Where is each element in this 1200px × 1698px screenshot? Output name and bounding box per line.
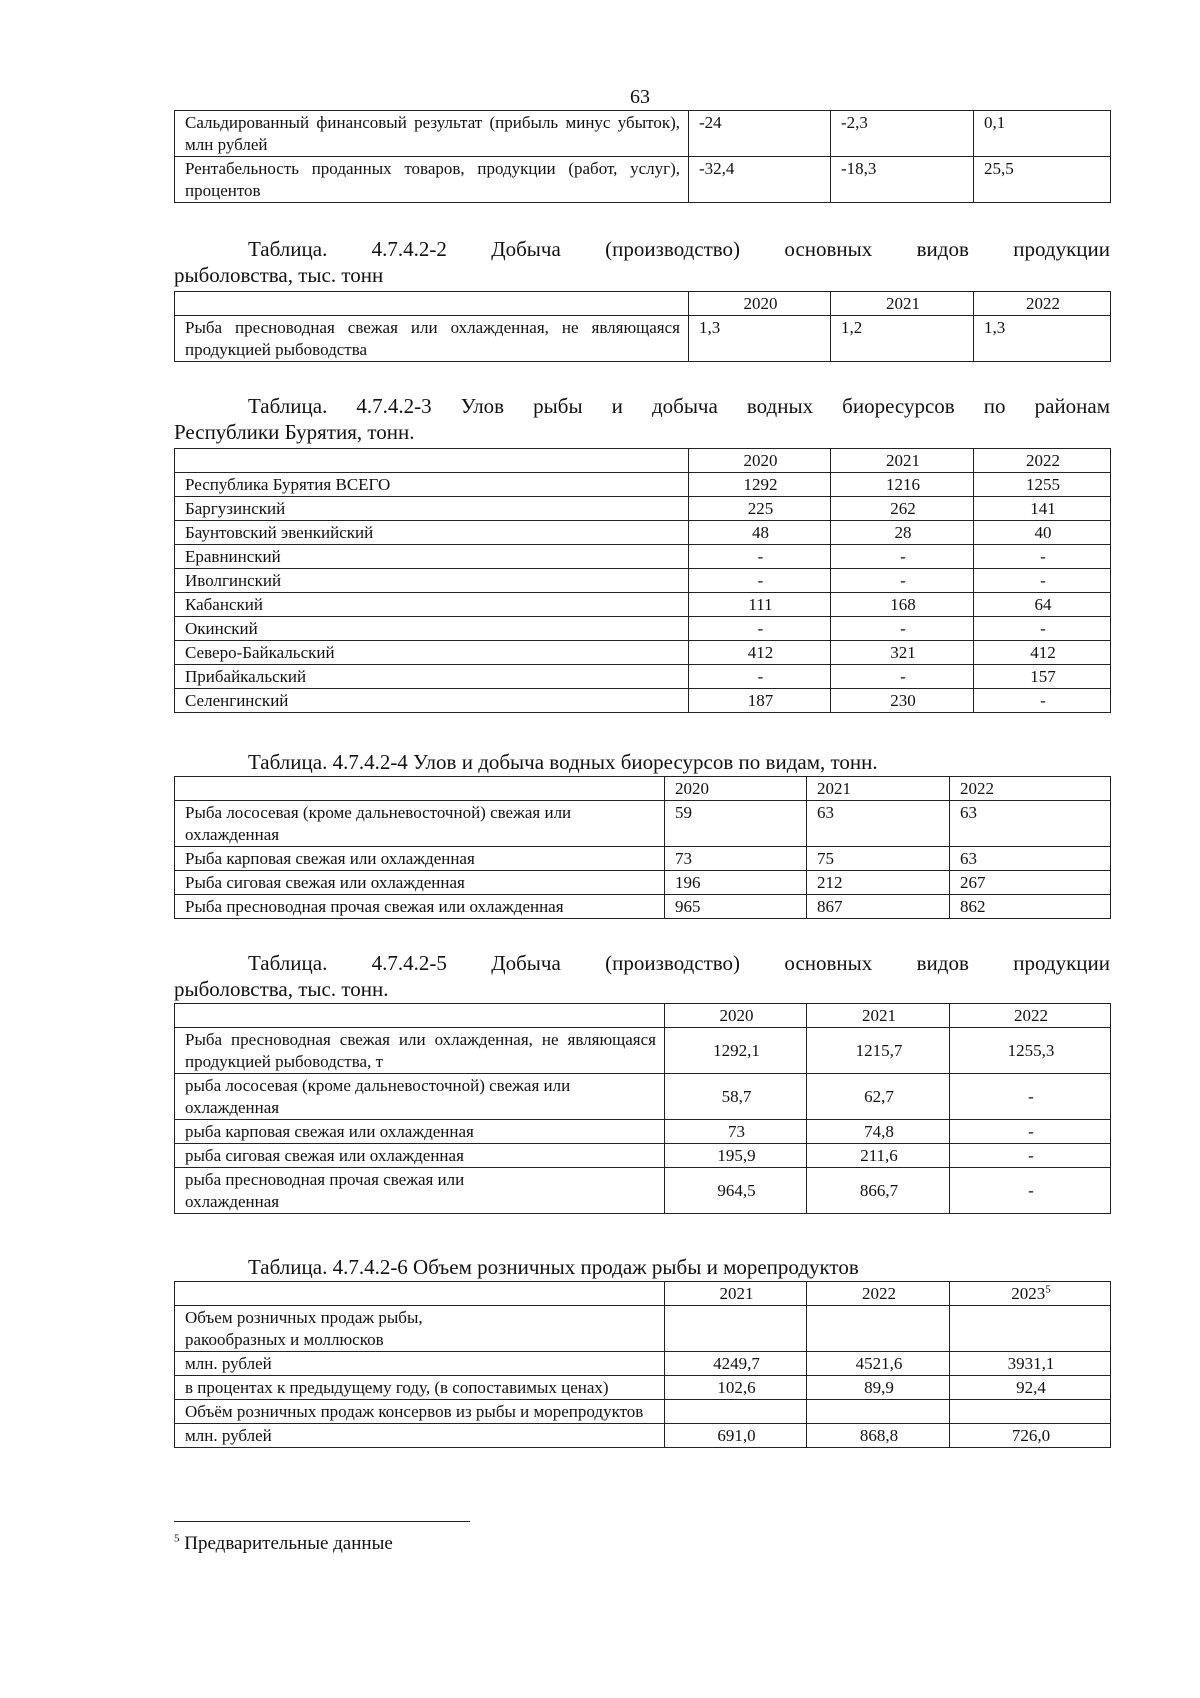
row-label: млн. рублей xyxy=(175,1352,665,1376)
table-fishing-production xyxy=(174,236,1110,362)
cell-value: 1292,1 xyxy=(665,1028,807,1074)
footnote-text: Предварительные данные xyxy=(184,1533,393,1554)
row-label: Еравнинский xyxy=(175,545,689,569)
page-number: 63 xyxy=(630,86,650,108)
year-header: 2022 xyxy=(950,1004,1111,1028)
cell-value: - xyxy=(689,617,831,641)
cell-value: - xyxy=(974,617,1111,641)
cell-value: 4521,6 xyxy=(807,1352,950,1376)
table-caption: Таблица. 4.7.4.2-6 Объем розничных продаж рыбы и морепродуктов xyxy=(248,1255,859,1279)
row-label: в процентах к предыдущему году, (в сопоставимых ценах) xyxy=(175,1376,665,1400)
cell-value: 75 xyxy=(807,847,950,871)
year-header: 2020 xyxy=(665,777,807,801)
row-label: Баунтовский эвенкийский xyxy=(175,521,689,545)
table-row xyxy=(175,1074,1111,1120)
cell-value: 868,8 xyxy=(807,1424,950,1448)
table-catch-by-species xyxy=(174,749,1110,919)
cell-value: -24 xyxy=(689,111,831,157)
year-header: 2021 xyxy=(831,292,974,316)
cell-value: - xyxy=(831,617,974,641)
cell-value: 25,5 xyxy=(974,157,1111,203)
table-fishing-production-detailed xyxy=(174,950,1110,1214)
year-header: 2020 xyxy=(665,1004,807,1028)
table-row xyxy=(175,593,1111,617)
cell-value: 111 xyxy=(689,593,831,617)
row-label: Окинский xyxy=(175,617,689,641)
cell-value: 1215,7 xyxy=(807,1028,950,1074)
cell-value: 0,1 xyxy=(974,111,1111,157)
cell-value: 28 xyxy=(831,521,974,545)
cell-value: - xyxy=(831,569,974,593)
table-row xyxy=(175,1120,1111,1144)
cell-value: 1255,3 xyxy=(950,1028,1111,1074)
cell-value: - xyxy=(950,1074,1111,1120)
cell-value: - xyxy=(831,545,974,569)
cell-value: 89,9 xyxy=(807,1376,950,1400)
table-row xyxy=(175,1352,1111,1376)
cell-value: 1216 xyxy=(831,473,974,497)
row-label: Селенгинский xyxy=(175,689,689,713)
row-label: Иволгинский xyxy=(175,569,689,593)
cell-value: 196 xyxy=(665,871,807,895)
footnote-mark: 5 xyxy=(174,1532,180,1545)
table-caption: Таблица. 4.7.4.2-4 Улов и добыча водных биоресурсов по видам, тонн. xyxy=(248,750,878,774)
row-label: млн. рублей xyxy=(175,1424,665,1448)
table-row xyxy=(175,1376,1111,1400)
row-label: Рыба лососевая (кроме дальневосточной) свежая или охлажденная xyxy=(175,801,665,847)
cell-value: 866,7 xyxy=(807,1168,950,1214)
table-row xyxy=(175,641,1111,665)
table-caption: Таблица. 4.7.4.2-5 Добыча (производство) основных видов продукции xyxy=(248,951,1110,975)
cell-value: 726,0 xyxy=(950,1424,1111,1448)
row-label: Северо-Байкальский xyxy=(175,641,689,665)
footnote-divider xyxy=(174,1521,470,1522)
cell-value: 74,8 xyxy=(807,1120,950,1144)
table-row xyxy=(175,895,1111,919)
table-row xyxy=(175,111,1111,157)
cell-value: 62,7 xyxy=(807,1074,950,1120)
cell-value: 691,0 xyxy=(665,1424,807,1448)
row-label: Рыба сиговая свежая или охлажденная xyxy=(175,871,665,895)
cell-value: 412 xyxy=(974,641,1111,665)
table-financial-results xyxy=(174,110,1110,203)
cell-value xyxy=(807,1306,950,1352)
cell-value: 965 xyxy=(665,895,807,919)
cell-value: - xyxy=(974,545,1111,569)
year-header: 2022 xyxy=(950,777,1111,801)
table-row xyxy=(175,617,1111,641)
year-header: 2020 xyxy=(689,292,831,316)
cell-value: - xyxy=(950,1144,1111,1168)
row-label: Сальдированный финансовый результат (прибыль минус убыток), млн рублей xyxy=(175,111,689,157)
row-label: рыба лососевая (кроме дальневосточной) свежая или охлажденная xyxy=(175,1074,665,1120)
cell-value: - xyxy=(950,1120,1111,1144)
cell-value: - xyxy=(689,665,831,689)
table-row xyxy=(175,521,1111,545)
row-label: Рыба карповая свежая или охлажденная xyxy=(175,847,665,871)
table-catch-by-district xyxy=(174,393,1110,713)
cell-value: 267 xyxy=(950,871,1111,895)
cell-value: 4249,7 xyxy=(665,1352,807,1376)
cell-value: 1,2 xyxy=(831,316,974,362)
year-header: 2021 xyxy=(807,1004,950,1028)
footnote-ref: 5 xyxy=(1045,1283,1051,1296)
cell-value: -32,4 xyxy=(689,157,831,203)
year-header xyxy=(950,1282,1111,1306)
cell-value: 321 xyxy=(831,641,974,665)
cell-value xyxy=(950,1400,1111,1424)
cell-value: -2,3 xyxy=(831,111,974,157)
year-header: 2022 xyxy=(974,292,1111,316)
cell-value: 211,6 xyxy=(807,1144,950,1168)
row-label: Баргузинский xyxy=(175,497,689,521)
table-row xyxy=(175,1424,1111,1448)
cell-value: - xyxy=(689,545,831,569)
cell-value: 73 xyxy=(665,847,807,871)
cell-value: 157 xyxy=(974,665,1111,689)
cell-value: 867 xyxy=(807,895,950,919)
cell-value: 63 xyxy=(950,801,1111,847)
table-row xyxy=(175,569,1111,593)
footnote xyxy=(174,1533,393,1555)
cell-value xyxy=(665,1400,807,1424)
cell-value: 58,7 xyxy=(665,1074,807,1120)
row-label: Объем розничных продаж рыбы, ракообразных и моллюсков xyxy=(175,1306,665,1352)
cell-value: - xyxy=(831,665,974,689)
cell-value: 212 xyxy=(807,871,950,895)
table-header-row xyxy=(175,292,1111,316)
cell-value: 141 xyxy=(974,497,1111,521)
table-retail-sales xyxy=(174,1254,1110,1448)
cell-value: 1,3 xyxy=(689,316,831,362)
table-header-row xyxy=(175,1282,1111,1306)
table-header-row xyxy=(175,449,1111,473)
cell-value xyxy=(950,1306,1111,1352)
cell-value: 48 xyxy=(689,521,831,545)
cell-value: 1,3 xyxy=(974,316,1111,362)
cell-value: -18,3 xyxy=(831,157,974,203)
cell-value xyxy=(807,1400,950,1424)
year-header: 2021 xyxy=(665,1282,807,1306)
cell-value: - xyxy=(689,569,831,593)
cell-value: 63 xyxy=(807,801,950,847)
table-row xyxy=(175,871,1111,895)
table-row xyxy=(175,545,1111,569)
row-label: Прибайкальский xyxy=(175,665,689,689)
cell-value: 102,6 xyxy=(665,1376,807,1400)
table-row xyxy=(175,157,1111,203)
year-header: 2021 xyxy=(807,777,950,801)
cell-value: 187 xyxy=(689,689,831,713)
row-label: Рыба пресноводная свежая или охлажденная, не являющаяся продукцией рыбоводства, т xyxy=(175,1028,665,1074)
table-row xyxy=(175,316,1111,362)
table-caption-cont: рыболовства, тыс. тонн xyxy=(174,263,384,287)
cell-value xyxy=(665,1306,807,1352)
table-header-row xyxy=(175,1004,1111,1028)
cell-value: 63 xyxy=(950,847,1111,871)
table-caption-cont: рыболовства, тыс. тонн. xyxy=(174,977,389,1001)
table-caption-cont: Республики Бурятия, тонн. xyxy=(174,420,415,444)
table-header-row xyxy=(175,777,1111,801)
table-row xyxy=(175,1144,1111,1168)
table-caption: Таблица. 4.7.4.2-3 Улов рыбы и добыча водных биоресурсов по районам xyxy=(248,394,1110,418)
cell-value: 1255 xyxy=(974,473,1111,497)
cell-value: 964,5 xyxy=(665,1168,807,1214)
year-header: 2022 xyxy=(807,1282,950,1306)
year-header: 2021 xyxy=(831,449,974,473)
year-header: 2022 xyxy=(974,449,1111,473)
table-row xyxy=(175,847,1111,871)
cell-value: 1292 xyxy=(689,473,831,497)
table-row xyxy=(175,1168,1111,1214)
cell-value: 168 xyxy=(831,593,974,617)
row-label: Объём розничных продаж консервов из рыбы и морепродуктов xyxy=(175,1400,665,1424)
row-label: Рыба пресноводная прочая свежая или охлажденная xyxy=(175,895,665,919)
table-row xyxy=(175,665,1111,689)
cell-value: 225 xyxy=(689,497,831,521)
cell-value: - xyxy=(974,569,1111,593)
table-caption: Таблица. 4.7.4.2-2 Добыча (производство) основных видов продукции xyxy=(248,237,1110,261)
table-row xyxy=(175,497,1111,521)
table-row xyxy=(175,801,1111,847)
cell-value: 412 xyxy=(689,641,831,665)
cell-value: 40 xyxy=(974,521,1111,545)
cell-value: 73 xyxy=(665,1120,807,1144)
row-label: Республика Бурятия ВСЕГО xyxy=(175,473,689,497)
cell-value: 195,9 xyxy=(665,1144,807,1168)
table-row xyxy=(175,473,1111,497)
cell-value: - xyxy=(974,689,1111,713)
cell-value: 92,4 xyxy=(950,1376,1111,1400)
row-label: рыба карповая свежая или охлажденная xyxy=(175,1120,665,1144)
row-label: Рыба пресноводная свежая или охлажденная, не являющаяся продукцией рыбоводства xyxy=(175,316,689,362)
cell-value: 262 xyxy=(831,497,974,521)
cell-value: 59 xyxy=(665,801,807,847)
table-row xyxy=(175,1306,1111,1352)
row-label: рыба пресноводная прочая свежая или охлажденная xyxy=(175,1168,665,1214)
row-label: рыба сиговая свежая или охлажденная xyxy=(175,1144,665,1168)
year-header: 2020 xyxy=(689,449,831,473)
table-row xyxy=(175,689,1111,713)
cell-value: 3931,1 xyxy=(950,1352,1111,1376)
table-row xyxy=(175,1028,1111,1074)
table-row xyxy=(175,1400,1111,1424)
cell-value: - xyxy=(950,1168,1111,1214)
cell-value: 64 xyxy=(974,593,1111,617)
row-label: Кабанский xyxy=(175,593,689,617)
cell-value: 862 xyxy=(950,895,1111,919)
cell-value: 230 xyxy=(831,689,974,713)
year-label: 2023 xyxy=(1011,1284,1046,1303)
row-label: Рентабельность проданных товаров, продукции (работ, услуг), процентов xyxy=(175,157,689,203)
